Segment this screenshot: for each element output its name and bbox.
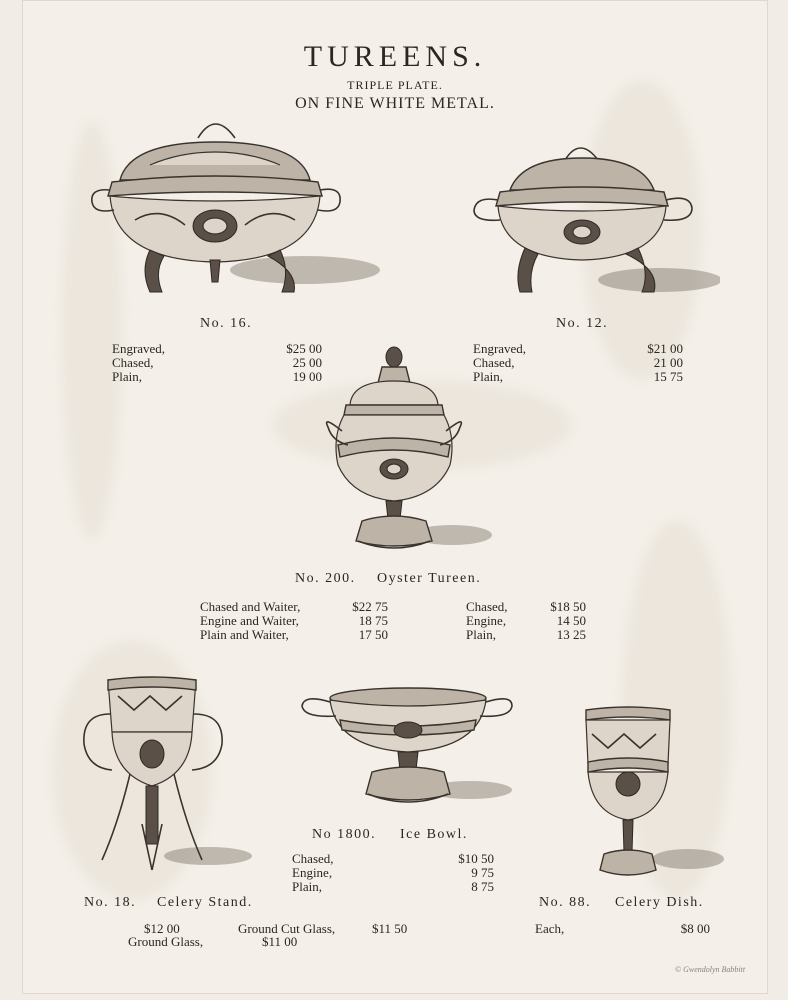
ground-glass-price: $11 00 (262, 934, 298, 949)
price-label: Chased, (466, 599, 508, 614)
price-value: 19 00 (292, 369, 322, 384)
price-value: 14 50 (556, 613, 586, 628)
page-title: TUREENS. (303, 40, 487, 73)
price-row (473, 356, 683, 370)
price-value: 25 00 (292, 355, 322, 370)
price-label: Engine, (292, 865, 333, 880)
celery-dish-no88-illustration (578, 704, 738, 884)
price-value: 18 75 (358, 613, 388, 628)
price-label: Engine and Waiter, (200, 613, 299, 628)
price-label: Engraved, (112, 341, 166, 356)
price-label: Chased, (473, 355, 515, 370)
caption-no88-number: No. 88. (539, 895, 592, 910)
price-row (112, 342, 322, 356)
price-row (112, 356, 322, 370)
price-row (200, 614, 388, 628)
caption-no1800-name: Ice Bowl. (400, 827, 468, 842)
celery-stand-price: $12 00 (144, 921, 180, 936)
price-label: Engraved, (473, 341, 527, 356)
ground-cut-glass-label: Ground Cut Glass, (238, 921, 336, 936)
price-value: $10 50 (458, 851, 494, 866)
price-list-no200-plain (466, 600, 586, 642)
price-value: 13 25 (556, 627, 586, 642)
price-list-no88 (535, 922, 710, 936)
page-subtitle-metal: ON FINE WHITE METAL. (295, 95, 495, 112)
price-label: Engine, (466, 613, 507, 628)
price-label: Each, (535, 921, 565, 936)
page-subtitle-plate: TRIPLE PLATE. (347, 78, 443, 92)
ground-cut-glass-price: $11 50 (372, 921, 408, 936)
price-row (473, 370, 683, 384)
price-label: Plain and Waiter, (200, 627, 289, 642)
caption-no200-number: No. 200. (295, 571, 356, 586)
celery-stand-no18-illustration (78, 674, 258, 879)
caption-no18-name: Celery Stand. (157, 895, 253, 910)
price-row (292, 852, 494, 866)
price-list-no1800 (292, 852, 494, 894)
ground-glass-label: Ground Glass, (128, 934, 204, 949)
price-label: Plain, (292, 879, 322, 894)
price-row (292, 880, 494, 894)
price-label: Plain, (473, 369, 503, 384)
price-row (200, 600, 388, 614)
caption-no1800-number: No 1800. (312, 827, 377, 842)
tureen-no16-illustration (90, 110, 380, 305)
price-row (466, 628, 586, 642)
price-value: $22 75 (352, 599, 388, 614)
tureen-no12-illustration (470, 130, 720, 305)
price-row (466, 614, 586, 628)
price-list-no16 (112, 342, 322, 384)
price-label: Plain, (112, 369, 142, 384)
price-value: $21 00 (647, 341, 683, 356)
price-row (112, 370, 322, 384)
price-label: Chased, (292, 851, 334, 866)
price-row (292, 866, 494, 880)
caption-no16: No. 16. (200, 316, 253, 331)
artist-signature: © Gwendolyn Babbitt (675, 965, 746, 974)
price-value: 21 00 (653, 355, 683, 370)
price-label: Chased, (112, 355, 154, 370)
price-value: $18 50 (550, 599, 586, 614)
price-row (473, 342, 683, 356)
caption-no18-number: No. 18. (84, 895, 137, 910)
price-row (200, 628, 388, 642)
price-label: Plain, (466, 627, 496, 642)
caption-no12: No. 12. (556, 316, 609, 331)
caption-no88-name: Celery Dish. (615, 895, 704, 910)
price-row (535, 922, 710, 936)
price-value: 8 75 (471, 879, 494, 894)
price-value: $8 00 (680, 921, 710, 936)
price-value: 15 75 (653, 369, 683, 384)
oyster-tureen-no200-illustration (302, 345, 502, 560)
price-value: $25 00 (286, 341, 322, 356)
ice-bowl-no1800-illustration (300, 686, 520, 811)
price-value: 9 75 (471, 865, 494, 880)
price-value: 17 50 (358, 627, 388, 642)
caption-no200-name: Oyster Tureen. (377, 571, 482, 586)
catalog-page (22, 0, 768, 994)
price-list-no200-waiter (200, 600, 388, 642)
price-list-no12 (473, 342, 683, 384)
price-row (466, 600, 586, 614)
price-label: Chased and Waiter, (200, 599, 301, 614)
